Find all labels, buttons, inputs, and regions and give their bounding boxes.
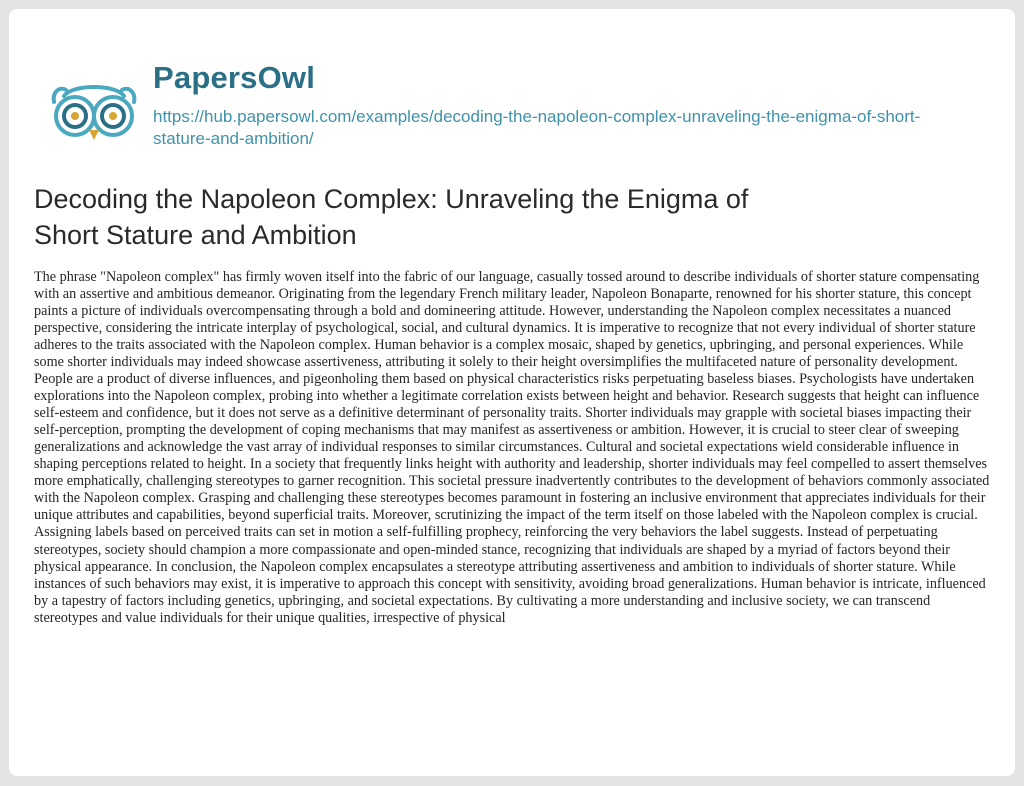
owl-logo-icon xyxy=(44,72,144,152)
article-body: The phrase "Napoleon complex" has firmly woven itself into the fabric of our language, casually tossed around to describe individuals of shorter stature compensating with an assertive and ambitious demeanor. Originating from the legendary French military leader, Napoleon Bonaparte, renowned for his shorter stature, this concept paints a picture of individuals overcompensating through a bold and domineering attitude. However, understanding the Napoleon complex necessitates a nuanced perspective, considering the intricate interplay of psychological, social, and cultural dynamics. It is imperative to recognize that not every individual of shorter stature adheres to the traits associated with the Napoleon complex. Human behavior is a complex mosaic, shaped by genetics, upbringing, and personal experiences. While some shorter individuals may indeed showcase assertiveness, attributing it solely to their height oversimplifies the multifaceted nature of personality development. People are a product of diverse influences, and pigeonholing them based on physical characteristics risks perpetuating baseless biases. Psychologists have undertaken explorations into the Napoleon complex, probing into whether a legitimate correlation exists between height and behavior. Research suggests that height can influence self-esteem and confidence, but it does not serve as a definitive determinant of personality traits. Shorter individuals may grapple with societal biases impacting their self-perception, prompting the development of coping mechanisms that may manifest as assertiveness or ambition. However, it is crucial to steer clear of sweeping generalizations and acknowledge the vast array of individual responses to similar circumstances. Cultural and societal expectations wield considerable influence in shaping perceptions related to height. In a society that frequently links height with authority and leadership, shorter individuals may feel compelled to assert themselves more emphatically, challenging stereotypes to garner recognition. This societal pressure inadvertently contributes to the development of behaviors commonly associated with the Napoleon complex. Grasping and challenging these stereotypes becomes paramount in fostering an inclusive environment that appreciates individuals for their unique attributes and capabilities, beyond superficial traits. Moreover, scrutinizing the impact of the term itself on those labeled with the Napoleon complex is crucial. Assigning labels based on perceived traits can set in motion a self-fulfilling prophecy, reinforcing the very behaviors the label suggests. Instead of perpetuating stereotypes, society should champion a more compassionate and open-minded stance, recognizing that individuals are shaped by a myriad of factors beyond their physical appearance. In conclusion, the Napoleon complex encapsulates a stereotype attributing assertiveness and ambition to individuals of shorter stature. While instances of such behaviors may exist, it is imperative to approach this concept with sensitivity, avoiding broad generalizations. Human behavior is intricate, influenced by a tapestry of factors including genetics, upbringing, and societal expectations. By cultivating a more understanding and inclusive society, we can transcend stereotypes and value individuals for their unique qualities, irrespective of physical xyxy=(34,269,990,626)
source-url-link[interactable]: https://hub.papersowl.com/examples/decoding-the-napoleon-complex-unraveling-the-enigma-of-short-stature-and-ambition/ xyxy=(153,107,921,148)
brand-name: PapersOwl xyxy=(153,60,316,95)
article-title: Decoding the Napoleon Complex: Unraveling the Enigma of Short Stature and Ambition xyxy=(34,184,749,250)
document-page xyxy=(9,9,1015,776)
